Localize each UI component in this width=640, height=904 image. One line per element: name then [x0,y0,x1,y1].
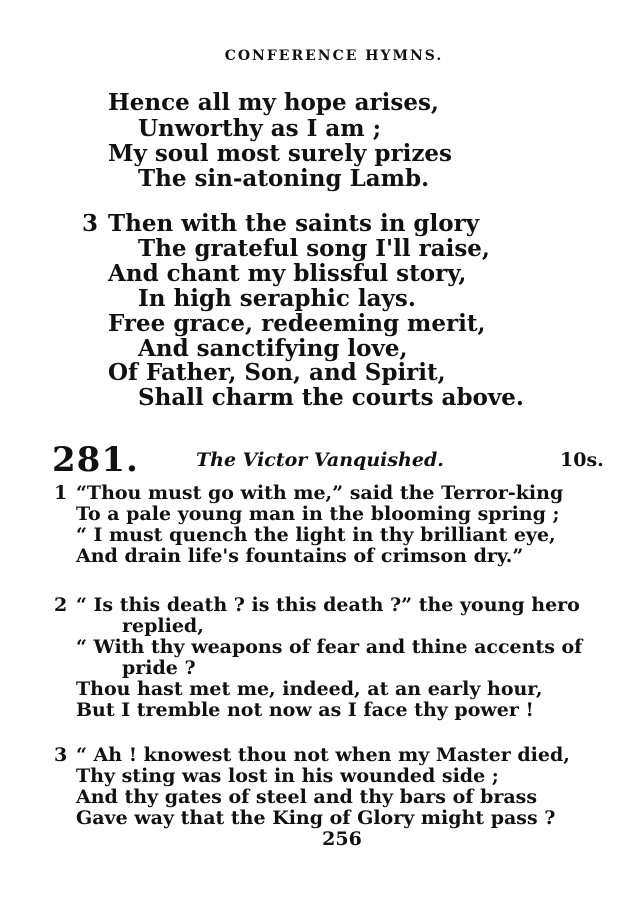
verse-line: To a pale young man in the blooming spring ; [76,503,560,525]
verse-line: Then with the saints in glory [108,210,480,237]
verse-line: “Thou must go with me,” said the Terror-king [76,482,564,504]
stanza-number: 3 [82,210,99,237]
verse-line: “ Is this death ? is this death ?” the young hero [76,594,580,616]
verse-line: “ With thy weapons of fear and thine accents of [76,636,583,658]
verse-line: The grateful song I'll raise, [138,235,490,262]
verse-line: replied, [122,615,204,637]
verse-line: And chant my blissful story, [108,260,467,287]
verse-line: Unworthy as I am ; [138,115,382,142]
verse-line: Hence all my hope arises, [108,89,439,116]
verse-line: The sin-atoning Lamb. [138,165,430,192]
hymn-title: The Victor Vanquished. [196,449,444,471]
hymn-number: 281. [52,440,139,480]
verse-line: Shall charm the courts above. [138,384,524,411]
page-number: 256 [322,828,362,850]
verse-line: Free grace, redeeming merit, [108,310,486,337]
stanza-number: 1 [54,482,68,504]
verse-line: In high seraphic lays. [138,285,416,312]
verse-line: Of Father, Son, and Spirit, [108,359,446,386]
verse-line: And drain life's fountains of crimson dry.” [76,545,524,567]
verse-line: But I tremble not now as I face thy power ! [76,699,534,721]
verse-line: My soul most surely prizes [108,140,452,167]
hymn-meter: 10s. [560,449,604,471]
running-head: CONFERENCE HYMNS. [224,48,444,64]
verse-line: Thou hast met me, indeed, at an early hour, [76,678,543,700]
verse-line: And thy gates of steel and thy bars of brass [76,786,538,808]
verse-line: Thy sting was lost in his wounded side ; [76,765,499,787]
stanza-number: 2 [54,594,68,616]
verse-line: “ I must quench the light in thy brilliant eye, [76,524,556,546]
verse-line: pride ? [122,657,196,679]
stanza-number: 3 [54,744,68,766]
verse-line: Gave way that the King of Glory might pass ? [76,807,556,829]
verse-line: “ Ah ! knowest thou not when my Master died, [76,744,570,766]
verse-line: And sanctifying love, [138,335,408,362]
